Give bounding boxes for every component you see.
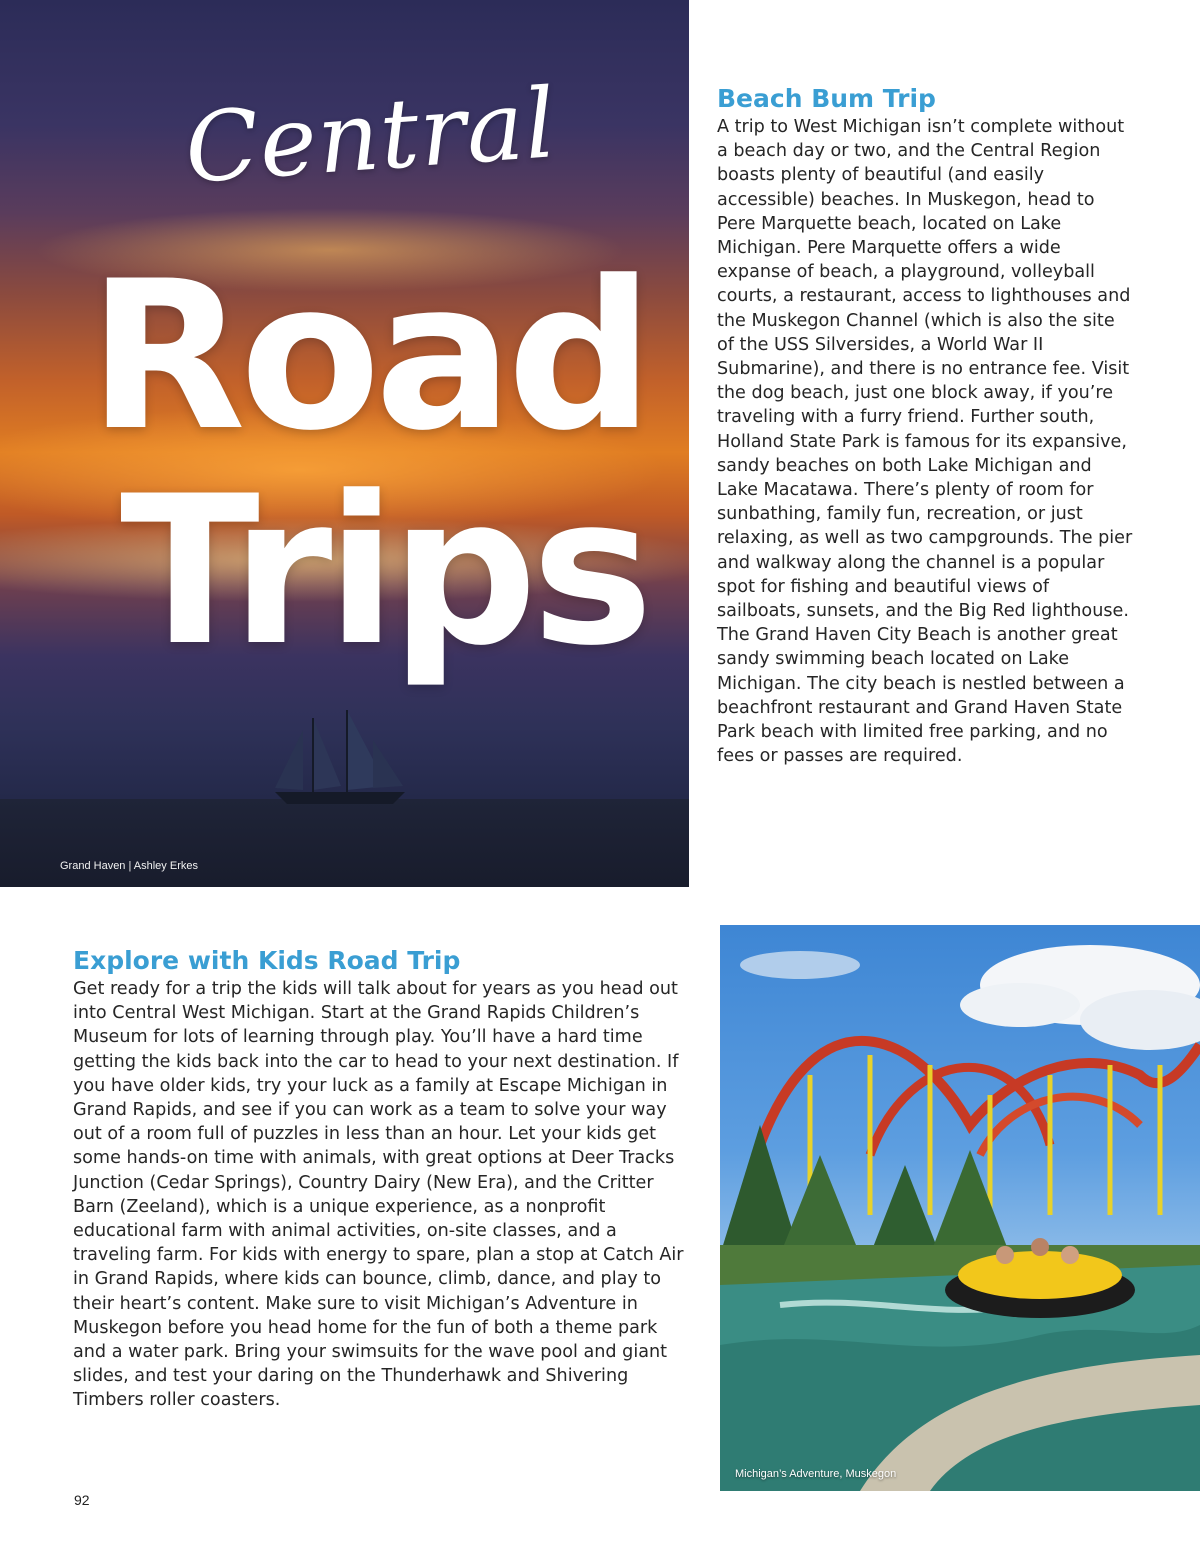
hero-title-trips: Trips [120, 453, 648, 691]
hero-title-road: Road [88, 238, 648, 476]
sailboat-silhouette [255, 700, 425, 810]
hero-sea [0, 799, 689, 887]
explore-kids-body: Get ready for a trip the kids will talk about for years as you head out into Central West Michigan. Start at the Grand Rapids Children’s Museum for lots of learning through play. You’ll have a hard time getting the kids back into the car to head to your next destination. If you have older kids, try your luck as a family at Escape Michigan in Grand Rapids, and see if you can work as a team to solve your way out of a room full of puzzles in less than an hour. Let your kids get some hands-on time with animals, with great options at Deer Tracks Junction (Cedar Springs), Country Dairy (New Era), and the Critter Barn (Zeeland), which is a unique experience, as a nonprofit educational farm with animal activities, on-site classes, and a traveling farm. For kids with energy to spare, plan a stop at Catch Air in Grand Rapids, where kids can bounce, climb, dance, and play to their heart’s content. Make sure to visit Michigan’s Adventure in Muskegon before you head home for the fun of both a theme park and a water park. Bring your swimsuits for the wave pool and giant slides, and test your daring on the Thunderhawk and Shivering Timbers roller coasters. [73, 979, 684, 1411]
amusement-park-photo [720, 925, 1200, 1491]
explore-kids-heading: Explore with Kids Road Trip [73, 946, 461, 975]
hero-photo [0, 0, 689, 887]
amusement-park-caption: Michigan’s Adventure, Muskegon [735, 1468, 897, 1480]
hero-title-script: Central [181, 67, 560, 205]
beach-bum-heading: Beach Bum Trip [717, 84, 936, 113]
page-number: 92 [74, 1492, 90, 1508]
hero-photo-caption: Grand Haven | Ashley Erkes [60, 860, 198, 872]
beach-bum-body: A trip to West Michigan isn’t complete without a beach day or two, and the Central Region boasts plenty of beautiful (and easily accessible) beaches. In Muskegon, head to Pere Marquette beach, located on Lake Michigan. Pere Marquette offers a wide expanse of beach, a playground, volleyball courts, a restaurant, access to lighthouses and the Muskegon Channel (which is also the site of the USS Silversides, a World War II Submarine), and there is no entrance fee. Visit the dog beach, just one block away, if you’re traveling with a furry friend. Further south, Holland State Park is famous for its expansive, sandy beaches on both Lake Michigan and Lake Macatawa. There’s plenty of room for sunbathing, family fun, recreation, or just relaxing, as well as two campgrounds. The pier and walkway along the channel is a popular spot for fishing and beautiful views of sailboats, sunsets, and the Big Red lighthouse. The Grand Haven City Beach is another great sandy swimming beach located on Lake Michigan. The city beach is nestled between a beachfront restaurant and Grand Haven State Park beach with limited free parking, and no fees or passes are required. [717, 117, 1133, 767]
